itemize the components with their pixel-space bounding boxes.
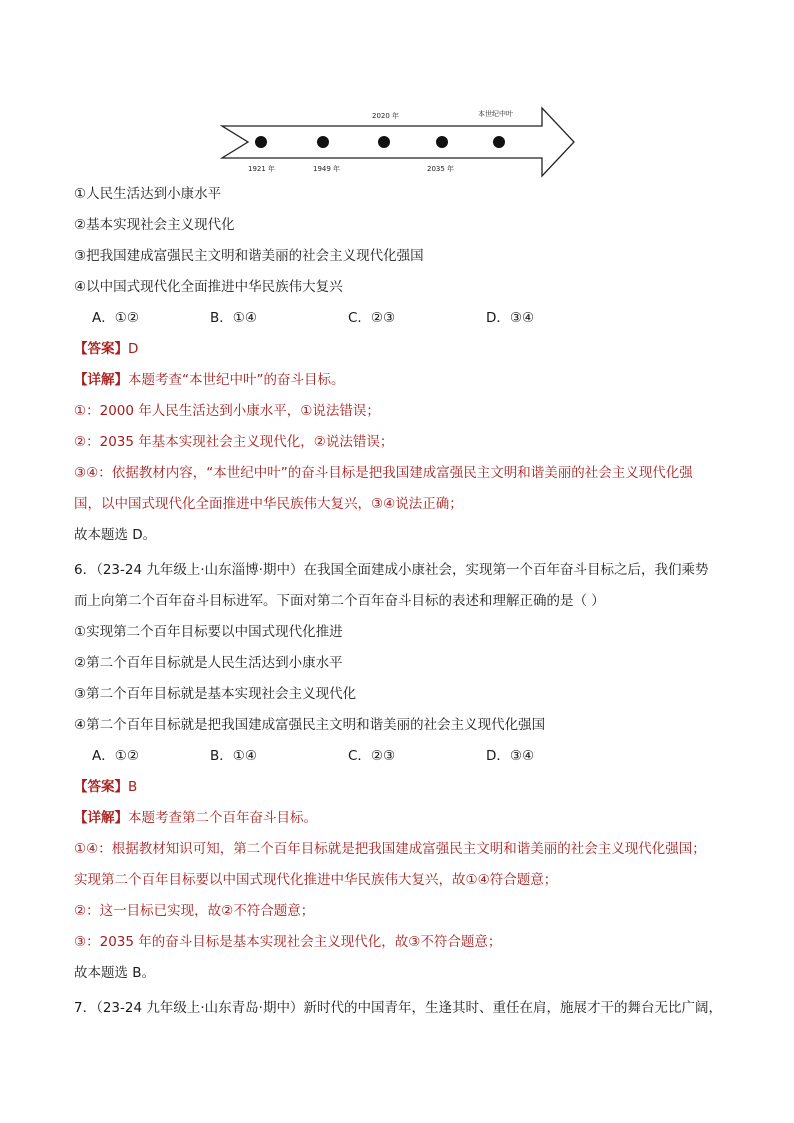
q5-item-4: ④以中国式现代化全面推进中华民族伟大复兴 <box>74 279 343 295</box>
q5-option-d: D．③④ <box>486 310 535 326</box>
answer-tag: 【答案】 <box>74 779 128 795</box>
q5-item-3: ③把我国建成富强民主文明和谐美丽的社会主义现代化强国 <box>74 248 424 264</box>
q6-item-4: ④第二个百年目标就是把我国建成富强民主文明和谐美丽的社会主义现代化强国 <box>74 717 546 733</box>
q6-detail <box>74 810 317 826</box>
q6-item-2: ②第二个百年目标就是人民生活达到小康水平 <box>74 655 343 671</box>
q6-item-3: ③第二个百年目标就是基本实现社会主义现代化 <box>74 686 357 702</box>
q5-detail <box>74 372 345 388</box>
q5-detail-line-4: 国，以中国式现代化全面推进中华民族伟大复兴，③④说法正确； <box>74 496 463 512</box>
q6-answer <box>74 779 137 795</box>
timeline-dot <box>378 136 390 148</box>
timeline-dot <box>255 136 267 148</box>
q6-detail-line-3: ②：这一目标已实现，故②不符合题意； <box>74 903 315 919</box>
answer-tag: 【答案】 <box>74 341 128 357</box>
q5-option-b: B．①④ <box>210 310 257 326</box>
q5-option-a: A．①② <box>92 310 139 326</box>
timeline-label-mid-century: 本世纪中叶 <box>478 110 513 118</box>
q5-item-2: ②基本实现社会主义现代化 <box>74 217 235 233</box>
q6-stem-line-1: 6．（23-24 九年级上·山东淄博·期中）在我国全面建成小康社会，实现第一个百年奋斗目标之后，我们乘势 <box>74 562 709 578</box>
timeline-label-1949: 1949 年 <box>313 165 341 173</box>
detail-tag: 【详解】 <box>74 810 128 826</box>
timeline-label-2020: 2020 年 <box>372 112 400 120</box>
timeline-label-2035: 2035 年 <box>427 165 455 173</box>
q5-detail-line-2: ②：2035 年基本实现社会主义现代化，②说法错误； <box>74 434 394 450</box>
detail-intro: 本题考查第二个百年奋斗目标。 <box>128 810 317 826</box>
timeline-dot <box>317 136 329 148</box>
q6-item-1: ①实现第二个百年目标要以中国式现代化推进 <box>74 624 343 640</box>
q5-detail-line-1: ①：2000 年人民生活达到小康水平，①说法错误； <box>74 403 380 419</box>
answer-value: B <box>128 779 138 795</box>
q6-option-a: A．①② <box>92 748 139 764</box>
q5-detail-line-3: ③④：依据教材内容，“本世纪中叶”的奋斗目标是把我国建成富强民主文明和谐美丽的社会主义现代化强 <box>74 465 693 481</box>
q6-option-b: B．①④ <box>210 748 257 764</box>
q5-conclusion: 故本题选 D。 <box>74 527 157 543</box>
answer-value: D <box>128 341 139 357</box>
timeline-figure <box>220 104 576 178</box>
q6-detail-line-4: ③：2035 年的奋斗目标是基本实现社会主义现代化，故③不符合题意； <box>74 934 502 950</box>
q6-option-d: D．③④ <box>486 748 535 764</box>
q5-answer <box>74 341 138 357</box>
q6-conclusion: 故本题选 B。 <box>74 965 156 981</box>
detail-intro: 本题考查“本世纪中叶”的奋斗目标。 <box>128 372 345 388</box>
q5-option-c: C．②③ <box>348 310 396 326</box>
q6-option-c: C．②③ <box>348 748 396 764</box>
q7-stem-line-1: 7．（23-24 九年级上·山东青岛·期中）新时代的中国青年，生逢其时、重任在肩，施展才干的舞台无比广阔， <box>74 1000 722 1016</box>
timeline-label-1921: 1921 年 <box>248 165 276 173</box>
q6-detail-line-1: ①④：根据教材知识可知，第二个百年目标就是把我国建成富强民主文明和谐美丽的社会主义现代化强国； <box>74 841 706 857</box>
q6-stem-line-2: 而上向第二个百年奋斗目标进军。下面对第二个百年奋斗目标的表述和理解正确的是（ ） <box>74 593 605 609</box>
q5-item-1: ①人民生活达到小康水平 <box>74 186 222 202</box>
timeline-dot <box>493 136 505 148</box>
detail-tag: 【详解】 <box>74 372 128 388</box>
q6-detail-line-2: 实现第二个百年目标要以中国式现代化推进中华民族伟大复兴，故①④符合题意； <box>74 872 558 888</box>
timeline-dot <box>436 136 448 148</box>
